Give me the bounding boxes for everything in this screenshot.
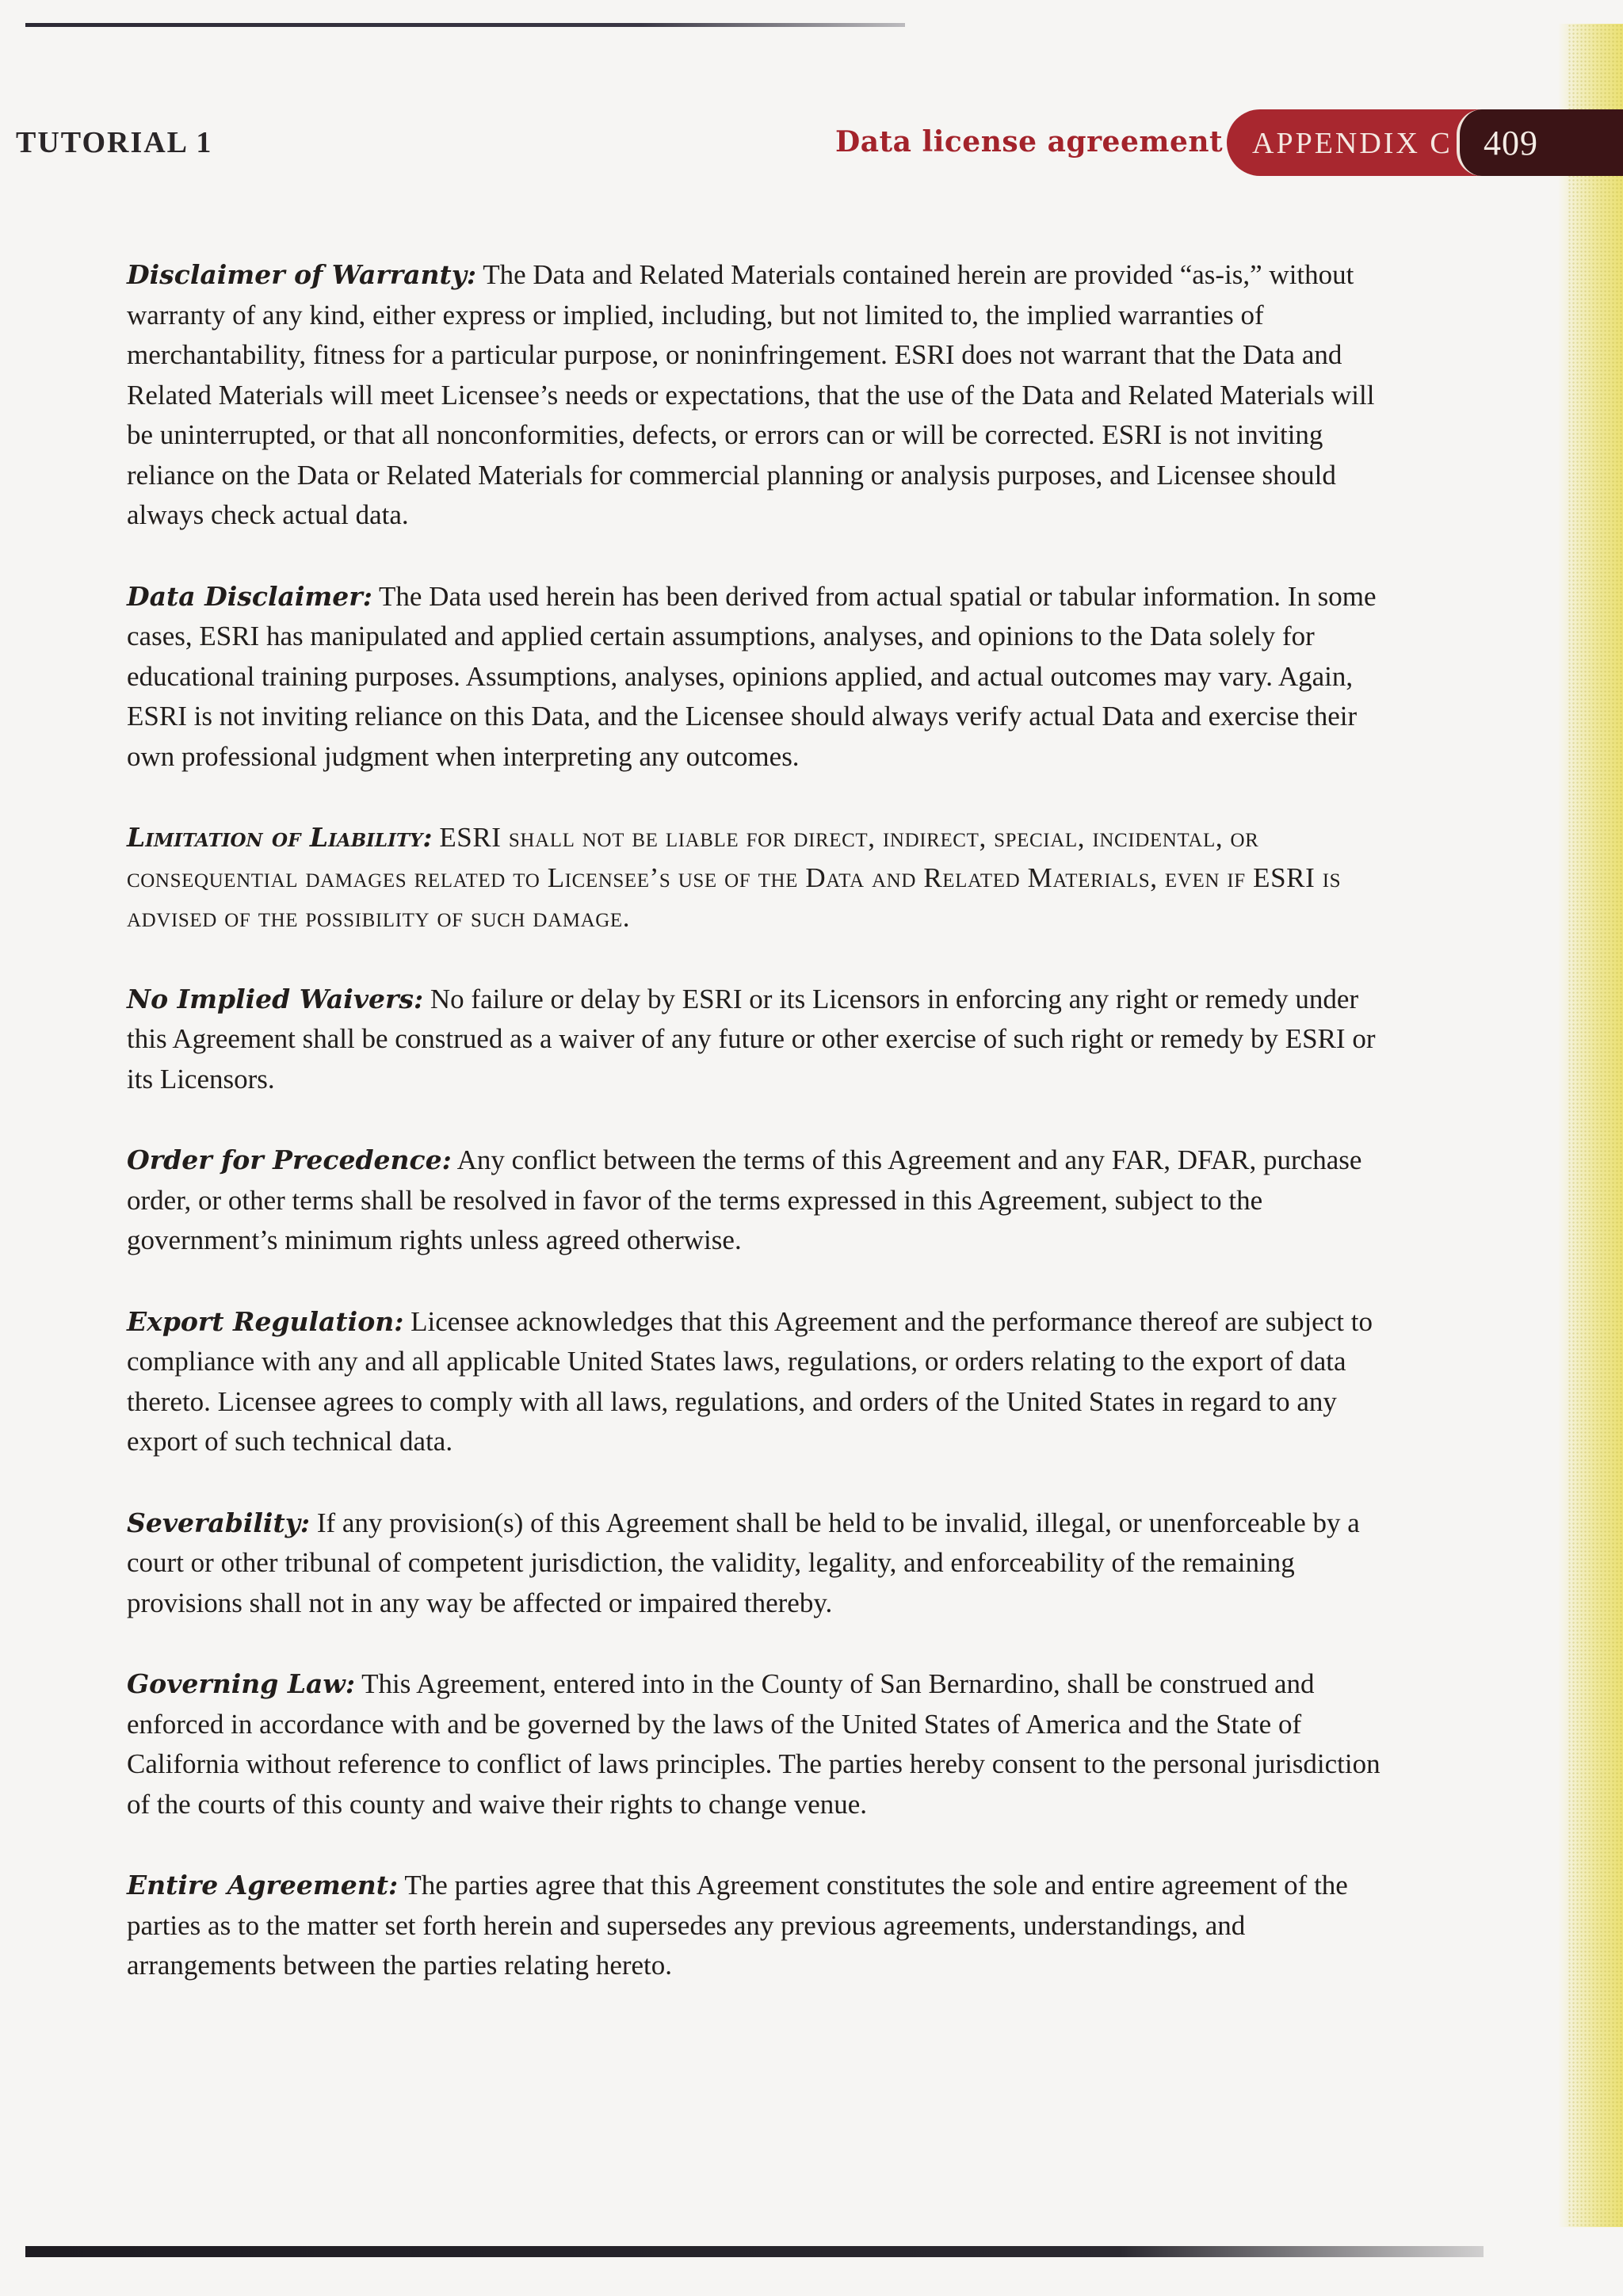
agreement-body xyxy=(127,255,1395,2027)
page-number: 409 xyxy=(1484,124,1538,162)
page-number-box xyxy=(1457,109,1623,176)
bottom-rule xyxy=(25,2246,1484,2257)
clause-text: Any conflict between the terms of this Agreement and any FAR, DFAR, purchase order, or other terms shall be resolved in favor of the terms expressed in this Agreement, subject to the government’s minimum rights unless agreed otherwise. xyxy=(127,1144,1362,1255)
clause-export-regulation xyxy=(127,1302,1395,1462)
clause-term: No Implied Waivers: xyxy=(127,983,424,1014)
clause-text: The Data and Related Materials contained herein are provided “as-is,” without warranty of any kind, either express or implied, including, but not limited to, the implied warranties of merchantability, fitness for a particular purpose, or noninfringement. ESRI does not warrant that the Data and Related Materials will meet Licensee’s needs or expectations, that the use of the Data and Related Materials will be uninterrupted, or that all nonconformities, defects, or errors can or will be corrected. ESRI is not inviting reliance on the Data or Related Materials for commercial planning or analysis purposes, and Licensee should always check actual data. xyxy=(127,259,1375,530)
clause-text: The Data used herein has been derived from actual spatial or tabular information. In some cases, ESRI has manipulated and applied certain assumptions, analyses, and opinions to the Data solely for educational training purposes. Assumptions, analyses, opinions applied, and actual outcomes may vary. Again, ESRI is not inviting reliance on this Data, and the Licensee should always verify actual Data and exercise their own professional judgment when interpreting any outcomes. xyxy=(127,580,1377,772)
clause-limitation-of-liability xyxy=(127,818,1395,938)
clause-entire-agreement xyxy=(127,1866,1395,1986)
clause-term: Data Disclaimer: xyxy=(127,580,372,612)
clause-severability xyxy=(127,1503,1395,1624)
clause-text: ESRI shall not be liable for direct, indirect, special, incidental, or consequential damages related to Licensee’s use of the Data and Related Materials, even if ESRI is advised of the possibility of such damage. xyxy=(127,822,1342,933)
clause-data-disclaimer xyxy=(127,577,1395,777)
clause-term: Export Regulation: xyxy=(127,1305,404,1337)
section-title: Data license agreement xyxy=(835,125,1224,159)
clause-order-for-precedence xyxy=(127,1140,1395,1261)
clause-disclaimer-of-warranty xyxy=(127,255,1395,536)
clause-no-implied-waivers xyxy=(127,980,1395,1100)
clause-term: Severability: xyxy=(127,1507,311,1538)
clause-term: Entire Agreement: xyxy=(127,1870,399,1901)
top-rule xyxy=(25,23,905,27)
clause-term: Limitation of Liability: xyxy=(127,822,433,853)
page-edge-texture xyxy=(1568,24,1623,2227)
clause-term: Disclaimer of Warranty: xyxy=(127,259,477,290)
clause-text: Licensee acknowledges that this Agreement and the performance thereof are subject to compliance with any and all applicable United States laws, regulations, or orders relating to the export of data thereto. Licensee agrees to comply with all laws, regulations, and orders of the United States in regard to any export of such technical data. xyxy=(127,1305,1373,1457)
clause-text: The parties agree that this Agreement constitutes the sole and entire agreement of the parties as to the matter set forth herein and supersedes any previous agreements, understandings, and arrangements between the parties relating hereto. xyxy=(127,1870,1348,1981)
clause-term: Order for Precedence: xyxy=(127,1144,452,1175)
clause-term: Governing Law: xyxy=(127,1668,356,1699)
clause-governing-law xyxy=(127,1664,1395,1824)
clause-text: If any provision(s) of this Agreement shall be held to be invalid, illegal, or unenforceable by a court or other tribunal of competent jurisdiction, the validity, legality, and enforceability of the remaining provisions shall not in any way be affected or impaired thereby. xyxy=(127,1507,1360,1618)
appendix-label: APPENDIX C xyxy=(1252,127,1453,160)
clause-text: No failure or delay by ESRI or its Licensors in enforcing any right or remedy under this Agreement shall be construed as a waiver of any future or other exercise of such right or remedy by ESRI or its Licensors. xyxy=(127,983,1376,1095)
running-head: TUTORIAL 1 xyxy=(16,126,213,159)
clause-text: This Agreement, entered into in the County of San Bernardino, shall be construed and enforced in accordance with and be governed by the laws of the United States of America and the State of California without reference to conflict of laws principles. The parties hereby consent to the personal jurisdiction of the courts of this county and waive their rights to change venue. xyxy=(127,1668,1381,1820)
